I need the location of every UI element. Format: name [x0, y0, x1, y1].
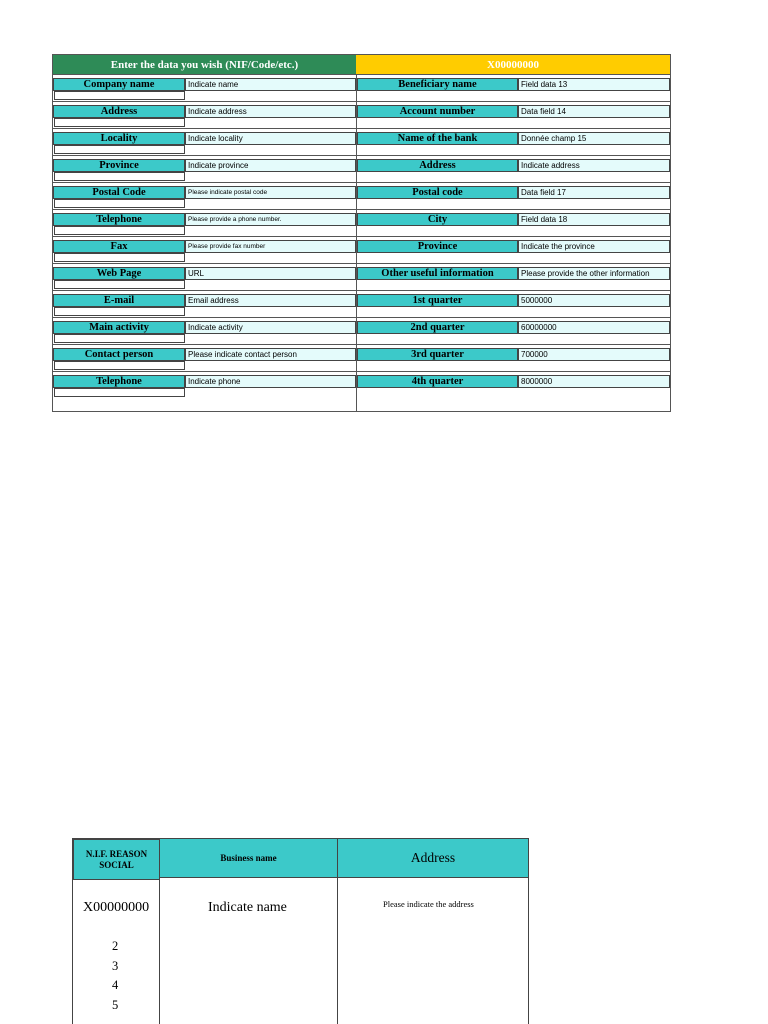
blank-cell[interactable]: [54, 226, 185, 235]
field-label: 2nd quarter: [357, 321, 518, 334]
field-label: Telephone: [53, 213, 185, 226]
field-label: Other useful information: [357, 267, 518, 280]
sheet-row: [53, 290, 670, 317]
field-value[interactable]: 5000000: [518, 294, 670, 307]
row-separator: [53, 128, 670, 129]
field-label: Postal Code: [53, 186, 185, 199]
row-separator: [53, 290, 670, 291]
field-value[interactable]: 60000000: [518, 321, 670, 334]
field-label: Contact person: [53, 348, 185, 361]
row-separator: [53, 317, 670, 318]
data-entry-sheet: [52, 54, 671, 412]
field-value[interactable]: Please indicate postal code: [185, 186, 356, 199]
sheet-row: [53, 74, 670, 101]
row-separator: [53, 155, 670, 156]
table-column-divider: [159, 878, 160, 1024]
field-value[interactable]: URL: [185, 267, 356, 280]
blank-cell[interactable]: [54, 253, 185, 262]
field-value[interactable]: Indicate name: [185, 78, 356, 91]
blank-cell[interactable]: [54, 118, 185, 127]
row-number: 3: [112, 958, 119, 973]
blank-cell[interactable]: [54, 388, 185, 397]
blank-cell[interactable]: [54, 172, 185, 181]
address-value[interactable]: Please indicate the address: [383, 899, 474, 909]
blank-cell[interactable]: [54, 361, 185, 370]
row-number: 2: [112, 939, 119, 953]
header-business-name: Business name: [159, 838, 338, 878]
field-value[interactable]: Data field 14: [518, 105, 670, 118]
blank-cell[interactable]: [54, 91, 185, 100]
field-label: Address: [357, 159, 518, 172]
blank-cell[interactable]: [54, 199, 185, 208]
sheet-row: [53, 128, 670, 155]
field-value[interactable]: Indicate province: [185, 159, 356, 172]
sheet-row: [53, 344, 670, 371]
field-value[interactable]: 8000000: [518, 375, 670, 388]
field-value[interactable]: Field data 18: [518, 213, 670, 226]
blank-cell[interactable]: [54, 334, 185, 343]
sheet-row: [53, 209, 670, 236]
field-label: 3rd quarter: [357, 348, 518, 361]
field-value[interactable]: Indicate address: [518, 159, 670, 172]
row-separator: [53, 236, 670, 237]
table-column-divider: [337, 878, 338, 1024]
row-separator: [53, 101, 670, 102]
header-nif-reason: N.I.F. REASON SOCIAL: [73, 838, 160, 880]
sheet-row: [53, 371, 670, 398]
sheet-row: [53, 155, 670, 182]
field-value[interactable]: Indicate address: [185, 105, 356, 118]
header-address: Address: [337, 838, 529, 878]
field-label: Address: [53, 105, 185, 118]
sheet-row: [53, 182, 670, 209]
row-number: 4: [112, 978, 119, 992]
row-number: 5: [112, 997, 119, 1012]
field-label: E-mail: [53, 294, 185, 307]
field-value[interactable]: Indicate activity: [185, 321, 356, 334]
business-name-value[interactable]: Indicate name: [208, 900, 287, 915]
field-label: 1st quarter: [357, 294, 518, 307]
nif-value[interactable]: X00000000: [83, 900, 150, 915]
table-column-divider: [528, 878, 529, 1024]
field-value[interactable]: Field data 13: [518, 78, 670, 91]
sheet-row: [53, 101, 670, 128]
row-numbers: [112, 937, 118, 1015]
field-label: Postal code: [357, 186, 518, 199]
nif-table: [72, 838, 528, 1024]
field-value[interactable]: Please indicate contact person: [185, 348, 356, 361]
field-label: Telephone: [53, 375, 185, 388]
field-label: Locality: [53, 132, 185, 145]
row-separator: [53, 344, 670, 345]
field-value[interactable]: Indicate the province: [518, 240, 670, 253]
field-value[interactable]: Please provide fax number: [185, 240, 356, 253]
field-value[interactable]: Email address: [185, 294, 356, 307]
sheet-row: [53, 263, 670, 290]
field-label: Province: [357, 240, 518, 253]
row-separator: [53, 263, 670, 264]
blank-cell[interactable]: [54, 307, 185, 316]
field-value[interactable]: Please provide the other information: [518, 267, 670, 280]
sheet-row: [53, 317, 670, 344]
field-label: Main activity: [53, 321, 185, 334]
field-value[interactable]: Donnée champ 15: [518, 132, 670, 145]
field-value[interactable]: Data field 17: [518, 186, 670, 199]
field-label: 4th quarter: [357, 375, 518, 388]
field-label: Province: [53, 159, 185, 172]
sheet-header-instruction: Enter the data you wish (NIF/Code/etc.): [53, 55, 356, 74]
field-label: Account number: [357, 105, 518, 118]
row-separator: [53, 182, 670, 183]
field-value[interactable]: 700000: [518, 348, 670, 361]
field-value[interactable]: Please provide a phone number.: [185, 213, 356, 226]
row-separator: [53, 209, 670, 210]
field-value[interactable]: Indicate locality: [185, 132, 356, 145]
field-label: Web Page: [53, 267, 185, 280]
sheet-row: [53, 236, 670, 263]
field-label: Name of the bank: [357, 132, 518, 145]
blank-cell[interactable]: [54, 280, 185, 289]
field-label: Fax: [53, 240, 185, 253]
row-separator: [53, 371, 670, 372]
blank-cell[interactable]: [54, 145, 185, 154]
field-value[interactable]: Indicate phone: [185, 375, 356, 388]
field-label: City: [357, 213, 518, 226]
field-label: Beneficiary name: [357, 78, 518, 91]
field-label: Company name: [53, 78, 185, 91]
row-separator: [53, 74, 670, 75]
sheet-header-code[interactable]: X00000000: [356, 55, 670, 74]
